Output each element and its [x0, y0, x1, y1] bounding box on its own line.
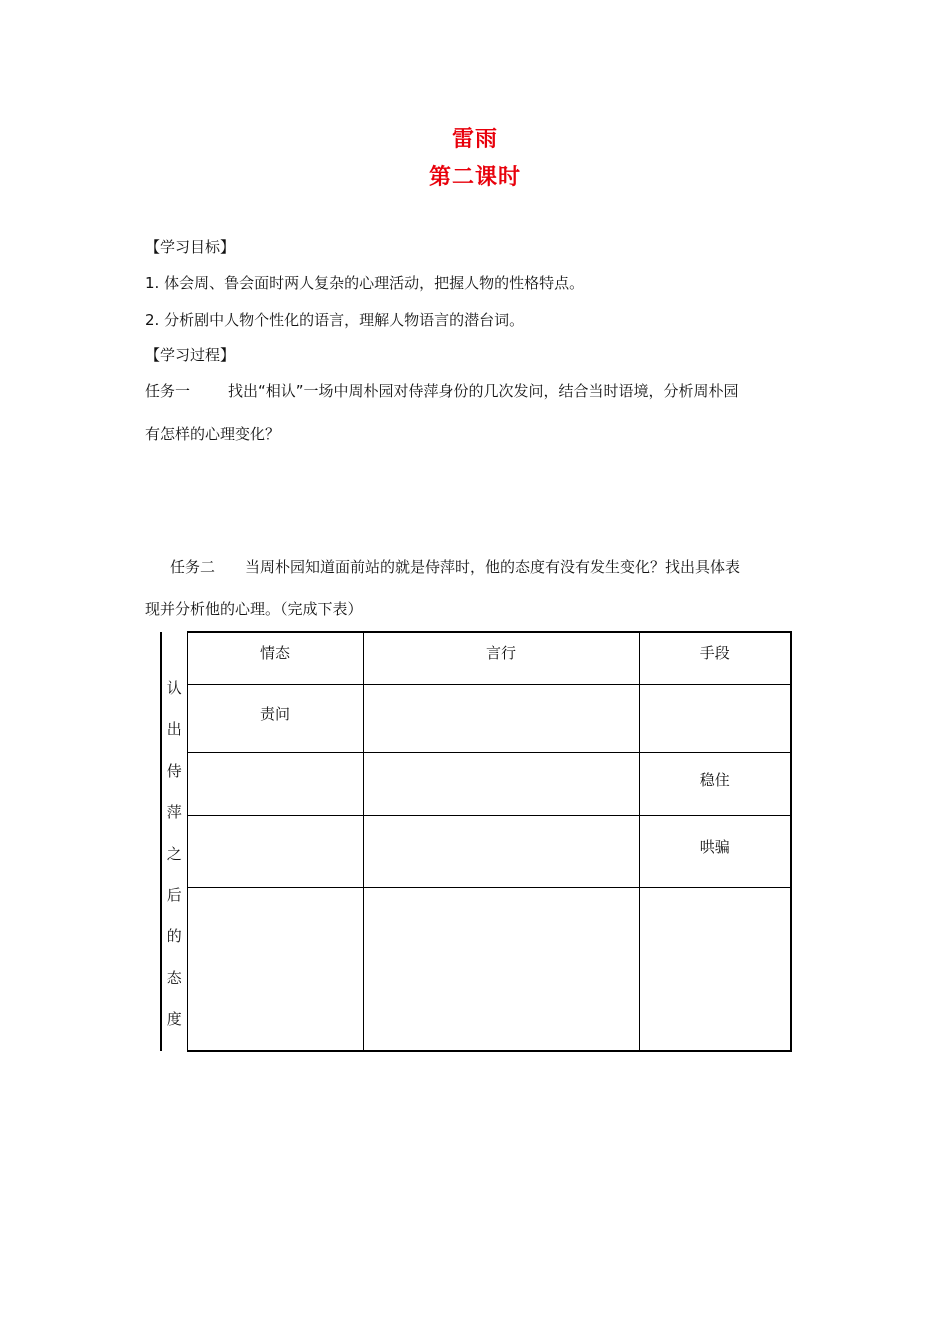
table-cell[interactable] [639, 888, 791, 1051]
task-2-continuation: 现并分析他的心理。（完成下表） [145, 600, 363, 618]
table-cell[interactable] [187, 752, 363, 815]
table-cell[interactable] [187, 888, 363, 1051]
header-cell-words-deeds: 言行 [363, 632, 639, 685]
side-char: 态 [166, 968, 182, 987]
side-char: 的 [166, 927, 182, 946]
attitude-table [160, 631, 792, 1052]
table-cell[interactable] [363, 815, 639, 887]
table-cell[interactable]: 责问 [187, 685, 363, 752]
task-1-continuation: 有怎样的心理变化？ [145, 425, 281, 443]
table-cell[interactable] [639, 685, 791, 752]
side-char: 侍 [166, 761, 182, 780]
header-cell-demeanor: 情态 [187, 632, 363, 685]
header-cell-means: 手段 [639, 632, 791, 685]
side-char: 认 [166, 679, 182, 697]
table-row [161, 888, 791, 1051]
side-char: 后 [166, 885, 182, 904]
table-cell[interactable] [363, 685, 639, 752]
side-label-cell [161, 632, 187, 1051]
table-cell[interactable]: 哄骗 [639, 815, 791, 887]
table-cell[interactable]: 稳住 [639, 752, 791, 815]
task-1-line [145, 380, 739, 401]
side-char: 萍 [166, 803, 182, 822]
side-char: 出 [166, 720, 182, 739]
side-label-vertical [162, 632, 187, 1051]
document-title: 雷雨 [451, 127, 498, 152]
task-2-line [170, 556, 740, 577]
task-1-text: 找出“相认”一场中周朴园对侍萍身份的几次发问，结合当时语境，分析周朴园 [228, 382, 739, 400]
table-cell[interactable] [187, 815, 363, 887]
table-row [161, 752, 791, 815]
table-row [161, 815, 791, 887]
side-char: 之 [166, 844, 182, 863]
goal-item-1: 1. 体会周、鲁会面时两人复杂的心理活动，把握人物的性格特点。 [145, 274, 585, 292]
table-header-row [161, 632, 791, 685]
document-subtitle: 第二课时 [428, 165, 521, 190]
table-row [161, 685, 791, 752]
goals-heading: 【学习目标】 [145, 238, 236, 256]
table-cell[interactable] [363, 888, 639, 1051]
process-heading: 【学习过程】 [145, 346, 236, 364]
goal-item-2: 2. 分析剧中人物个性化的语言，理解人物语言的潜台词。 [145, 311, 525, 329]
task-2-label: 任务二 [170, 558, 216, 576]
side-char: 度 [166, 1010, 182, 1029]
task-2-text: 当周朴园知道面前站的就是侍萍时，他的态度有没有发生变化？找出具体表 [245, 558, 741, 576]
table-cell[interactable] [363, 752, 639, 815]
task-1-label: 任务一 [145, 382, 191, 400]
